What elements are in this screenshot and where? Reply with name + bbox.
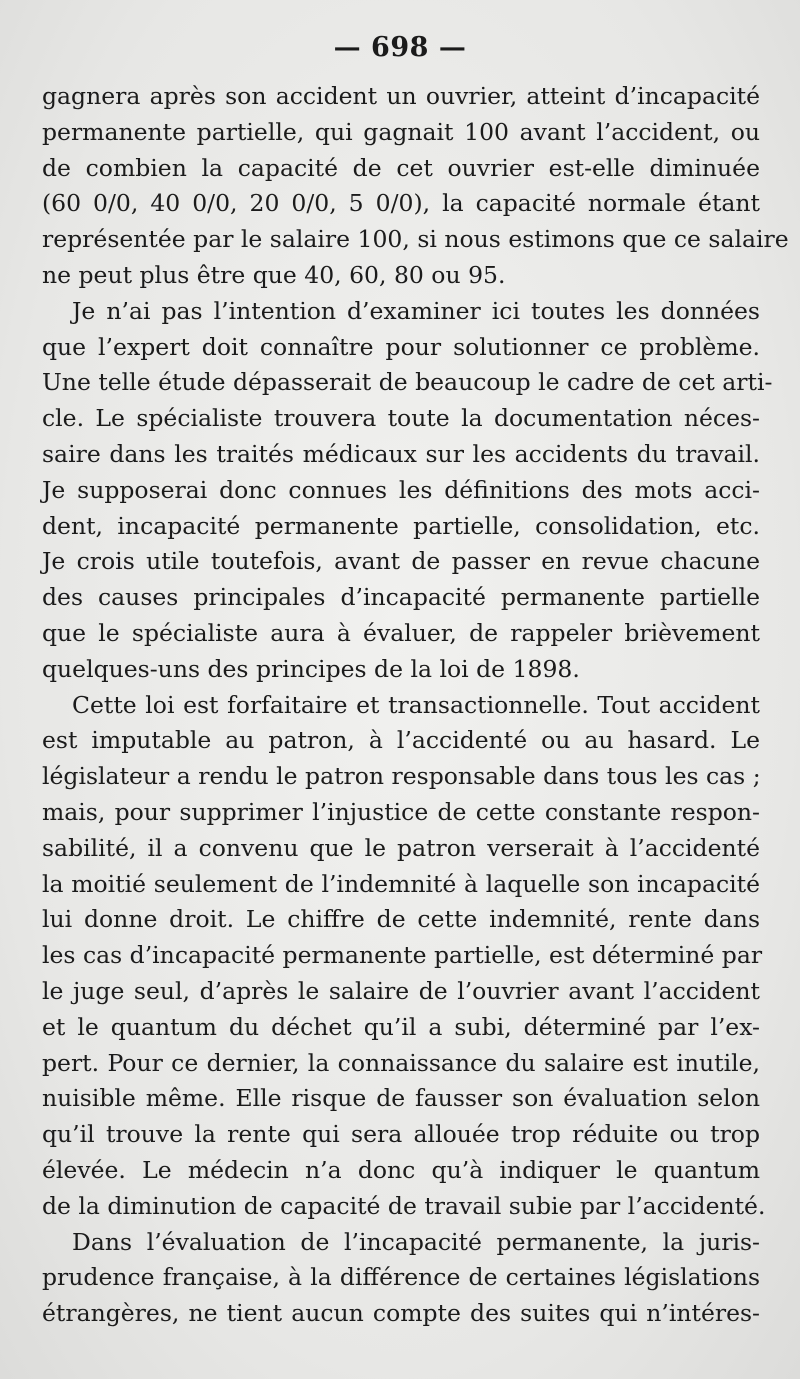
text-line: cle. Le spécialiste trouvera toute la documentation néces- bbox=[42, 404, 760, 433]
text-line: Je crois utile toutefois, avant de passer en revue chacune bbox=[42, 547, 760, 576]
text-line: les cas d’incapacité permanente partielle, est déterminé par bbox=[42, 941, 763, 970]
text-line: et le quantum du déchet qu’il a subi, déterminé par l’ex- bbox=[42, 1012, 760, 1041]
text-line: de combien la capacité de cet ouvrier est-elle diminuée bbox=[42, 153, 760, 182]
text-line: législateur a rendu le patron responsable dans tous les cas ; bbox=[42, 762, 761, 791]
text-line: mais, pour supprimer l’injustice de cette constante respon- bbox=[42, 797, 760, 826]
text-line: (60 0/0, 40 0/0, 20 0/0, 5 0/0), la capacité normale étant bbox=[42, 189, 760, 218]
text-line: Une telle étude dépasserait de beaucoup le cadre de cet arti- bbox=[42, 368, 773, 397]
text-line: nuisible même. Elle risque de fausser son évaluation selon bbox=[42, 1084, 760, 1113]
text-line: prudence française, à la différence de certaines législations bbox=[42, 1263, 760, 1292]
text-line: qu’il trouve la rente qui sera allouée trop réduite ou trop bbox=[42, 1120, 760, 1149]
text-line: saire dans les traités médicaux sur les accidents du travail. bbox=[42, 439, 760, 468]
text-line: Je n’ai pas l’intention d’examiner ici toutes les données bbox=[72, 296, 760, 325]
text-line: sabilité, il a convenu que le patron verserait à l’accidenté bbox=[42, 833, 760, 862]
text-line: représentée par le salaire 100, si nous estimons que ce salaire bbox=[42, 225, 789, 254]
text-line: permanente partielle, qui gagnait 100 avant l’accident, ou bbox=[42, 117, 760, 146]
text-line: pert. Pour ce dernier, la connaissance du salaire est inutile, bbox=[42, 1048, 760, 1077]
text-line: est imputable au patron, à l’accidenté ou au hasard. Le bbox=[42, 726, 760, 755]
text-line: lui donne droit. Le chiffre de cette indemnité, rente dans bbox=[42, 905, 760, 934]
text-line: dent, incapacité permanente partielle, consolidation, etc. bbox=[42, 511, 760, 540]
text-line: Je supposerai donc connues les définitions des mots acci- bbox=[42, 475, 760, 504]
text-line: gagnera après son accident un ouvrier, atteint d’incapacité bbox=[42, 82, 760, 110]
text-line: Cette loi est forfaitaire et transactionnelle. Tout accident bbox=[72, 690, 760, 719]
page-number: — 698 — bbox=[333, 32, 467, 63]
text-line: Dans l’évaluation de l’incapacité permanente, la juris- bbox=[72, 1227, 760, 1256]
text-line: ne peut plus être que 40, 60, 80 ou 95. bbox=[42, 260, 506, 289]
text-line: quelques-uns des principes de la loi de 1898. bbox=[42, 654, 580, 683]
text-line: de la diminution de capacité de travail subie par l’accidenté. bbox=[42, 1191, 766, 1220]
text-line: que le spécialiste aura à évaluer, de rappeler brièvement bbox=[42, 618, 760, 647]
text-line: que l’expert doit connaître pour solutionner ce problème. bbox=[42, 332, 760, 361]
text-line: des causes principales d’incapacité permanente partielle bbox=[42, 583, 760, 612]
text-line: la moitié seulement de l’indemnité à laquelle son incapacité bbox=[42, 869, 760, 898]
text-line: élevée. Le médecin n’a donc qu’à indiquer le quantum bbox=[42, 1155, 760, 1184]
body-text bbox=[42, 79, 789, 1332]
text-line: étrangères, ne tient aucun compte des suites qui n’intéres- bbox=[42, 1299, 760, 1328]
text-line: le juge seul, d’après le salaire de l’ouvrier avant l’accident bbox=[42, 976, 760, 1005]
